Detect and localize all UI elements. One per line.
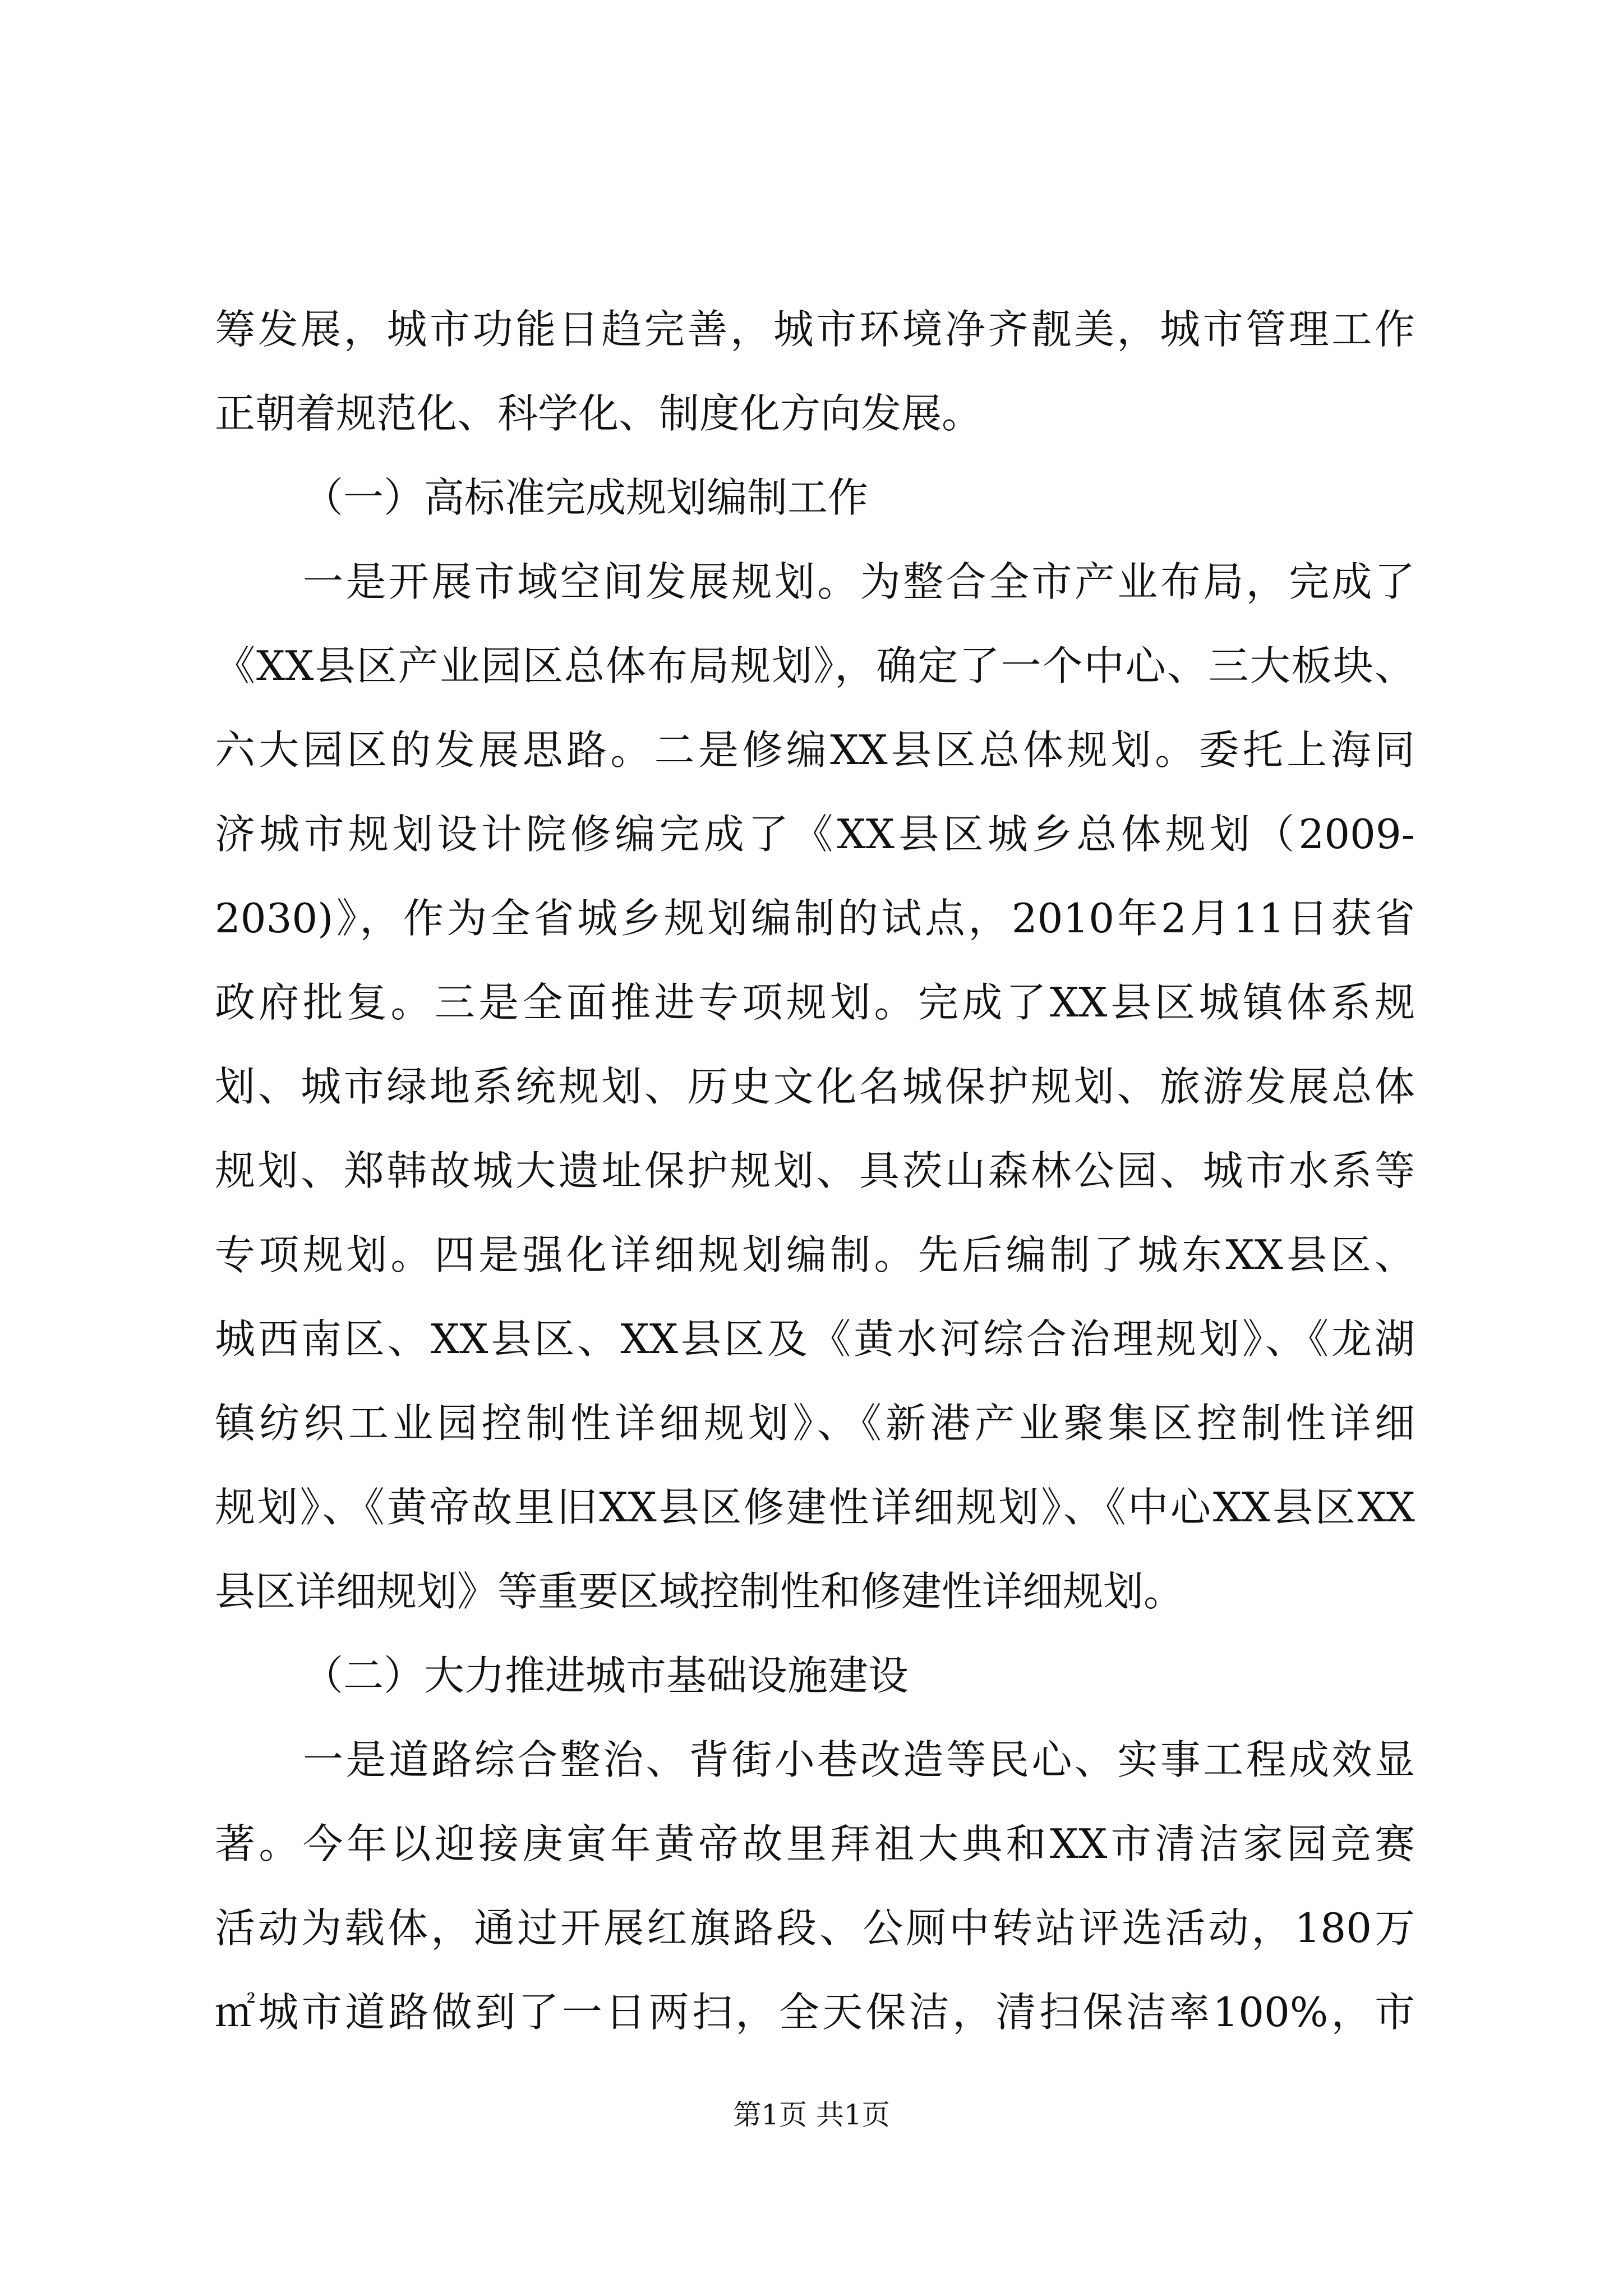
paragraph-line: 一是开展市域空间发展规划。为整合全市产业布局，完成了	[303, 558, 1415, 605]
paragraph-line: 一是道路综合整治、背街小巷改造等民心、实事工程成效显	[303, 1736, 1415, 1783]
paragraph-line: 专项规划。四是强化详细规划编制。先后编制了城东XX县区、	[215, 1231, 1415, 1278]
paragraph-line: 镇纺织工业园控制性详细规划》、《新港产业聚集区控制性详细	[215, 1400, 1415, 1447]
paragraph-line: 《XX县区产业园区总体布局规划》，确定了一个中心、三大板块、	[215, 642, 1415, 689]
paragraph-line: 著。今年以迎接庚寅年黄帝故里拜祖大典和XX市清洁家园竞赛	[215, 1820, 1415, 1867]
paragraph-line: 城西南区、XX县区、XX县区及《黄水河综合治理规划》、《龙湖	[215, 1315, 1415, 1363]
paragraph-line: 活动为载体，通过开展红旗路段、公厕中转站评选活动，180万	[215, 1904, 1415, 1952]
paragraph-line: 规划》、《黄帝故里旧XX县区修建性详细规划》、《中心XX县区XX	[215, 1484, 1415, 1531]
section-heading: （二）大力推进城市基础设施建设	[303, 1652, 909, 1699]
paragraph-line: 划、城市绿地系统规划、历史文化名城保护规划、旅游发展总体	[215, 1063, 1415, 1110]
paragraph-line: 县区详细规划》等重要区域控制性和修建性详细规划。	[215, 1568, 1184, 1615]
paragraph-line: 六大园区的发展思路。二是修编XX县区总体规划。委托上海同	[215, 726, 1415, 774]
paragraph-line: 正朝着规范化、科学化、制度化方向发展。	[215, 390, 983, 437]
paragraph-line: ㎡城市道路做到了一日两扫，全天保洁，清扫保洁率100%，市	[215, 1989, 1415, 2036]
paragraph-line: 规划、郑韩故城大遗址保护规划、具茨山森林公园、城市水系等	[215, 1147, 1415, 1194]
paragraph-line: 济城市规划设计院修编完成了《XX县区城乡总体规划（2009-	[215, 811, 1415, 858]
paragraph-line: 2030)》，作为全省城乡规划编制的试点，2010年2月11日获省	[215, 895, 1415, 942]
paragraph-line: 筹发展，城市功能日趋完善，城市环境净齐靓美，城市管理工作	[215, 306, 1415, 353]
page-footer: 第1页 共1页	[733, 2099, 890, 2131]
paragraph-line: 政府批复。三是全面推进专项规划。完成了XX县区城镇体系规	[215, 979, 1415, 1026]
section-heading: （一）高标准完成规划编制工作	[303, 474, 869, 521]
